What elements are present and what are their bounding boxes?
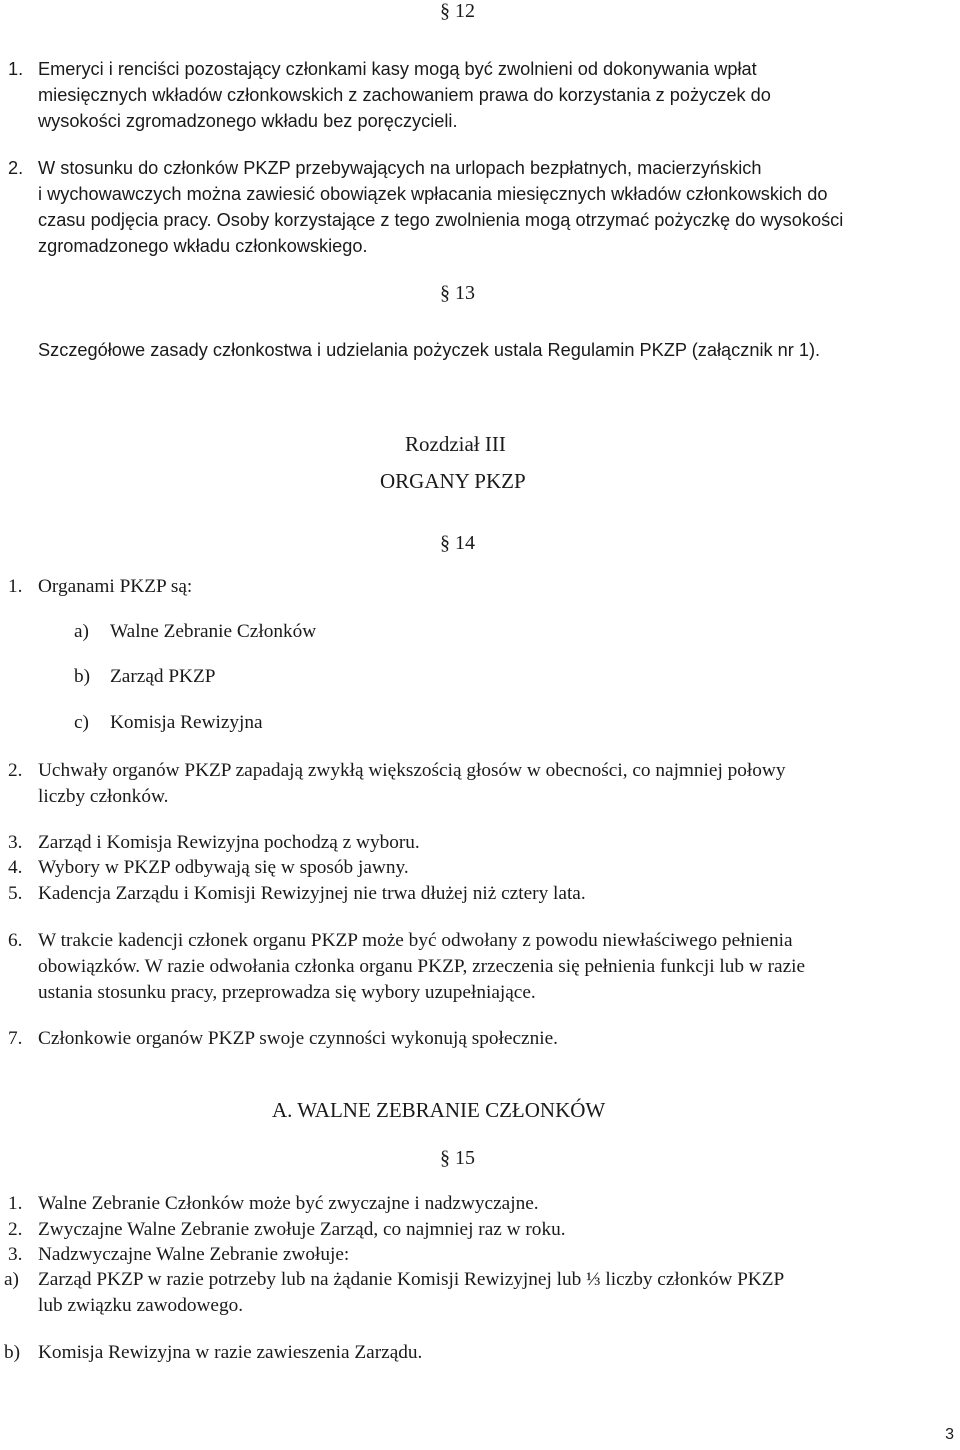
para14-item-4-text: Wybory w PKZP odbywają się w sposób jawny. <box>38 857 409 878</box>
para14-item-2-line-2: liczby członków. <box>38 786 169 807</box>
para12-item-1-line-1: Emeryci i renciści pozostający członkami kasy mogą być zwolnieni od dokonywania wpłat <box>38 59 757 79</box>
para12-item-2-number: 2. <box>8 158 24 178</box>
para14-list-b-mark: b) <box>74 666 91 687</box>
para12-item-2-line-2: i wychowawczych można zawiesić obowiązek wpłacania miesięcznych wkładów członkowskich do <box>38 184 828 204</box>
para13-text: Szczegółowe zasady członkostwa i udzielania pożyczek ustala Regulamin PKZP (załącznik nr 1). <box>38 340 821 360</box>
para14-item-7-number: 7. <box>8 1028 23 1049</box>
para14-item-3-number: 3. <box>8 832 23 853</box>
para15-item-3-text: Nadzwyczajne Walne Zebranie zwołuje: <box>38 1244 350 1265</box>
para15-item-1-number: 1. <box>8 1193 23 1214</box>
para14-list-a-text: Walne Zebranie Członków <box>110 621 317 642</box>
para14-list-b-text: Zarząd PKZP <box>110 666 216 687</box>
para14-item-1-number: 1. <box>8 576 23 597</box>
para14-item-5-text: Kadencja Zarządu i Komisji Rewizyjnej nie trwa dłużej niż cztery lata. <box>38 883 586 904</box>
para14-item-3-text: Zarząd i Komisja Rewizyjna pochodzą z wyboru. <box>38 832 420 853</box>
section-12-heading: § 12 <box>440 0 475 22</box>
para15-list-a-mark: a) <box>4 1269 19 1290</box>
para14-item-7-text: Członkowie organów PKZP swoje czynności wykonują społecznie. <box>38 1028 558 1049</box>
para14-item-6-line-2: obowiązków. W razie odwołania członka organu PKZP, zrzeczenia się pełnienia funkcji lub w razie <box>38 956 806 977</box>
para14-item-1-text: Organami PKZP są: <box>38 576 193 597</box>
para15-item-3-number: 3. <box>8 1244 23 1265</box>
para15-item-1-text: Walne Zebranie Członków może być zwyczajne i nadzwyczajne. <box>38 1193 539 1214</box>
para14-item-2-number: 2. <box>8 760 23 781</box>
para12-item-2-line-3: czasu podjęcia pracy. Osoby korzystające z tego zwolnienia mogą otrzymać pożyczkę do wysokości <box>38 210 844 230</box>
para14-item-2-line-1: Uchwały organów PKZP zapadają zwykłą większością głosów w obecności, co najmniej połowy <box>38 760 786 781</box>
para14-list-c-mark: c) <box>74 712 89 733</box>
para14-item-4-number: 4. <box>8 857 23 878</box>
para12-item-1-line-2: miesięcznych wkładów członkowskich z zachowaniem prawa do korzystania z pożyczek do <box>38 85 771 105</box>
section-14-heading: § 14 <box>440 532 475 554</box>
para15-list-b-text: Komisja Rewizyjna w razie zawieszenia Zarządu. <box>38 1342 423 1363</box>
para15-list-a-line-2: lub związku zawodowego. <box>38 1295 244 1316</box>
para12-item-2-line-4: zgromadzonego wkładu członkowskiego. <box>38 236 368 256</box>
para15-list-a-line-1: Zarząd PKZP w razie potrzeby lub na żądanie Komisji Rewizyjnej lub ⅓ liczby członków PKZP <box>38 1269 785 1290</box>
para14-item-6-number: 6. <box>8 930 23 951</box>
section-15-heading: § 15 <box>440 1147 475 1169</box>
para12-item-2-line-1: W stosunku do członków PKZP przebywających na urlopach bezpłatnych, macierzyńskich <box>38 158 762 178</box>
para15-item-2-text: Zwyczajne Walne Zebranie zwołuje Zarząd, co najmniej raz w roku. <box>38 1219 566 1240</box>
para14-item-6-line-1: W trakcie kadencji członek organu PKZP może być odwołany z powodu niewłaściwego pełnienia <box>38 930 793 951</box>
para12-item-1-number: 1. <box>8 59 24 79</box>
para15-list-b-mark: b) <box>4 1342 21 1363</box>
section-13-heading: § 13 <box>440 282 475 304</box>
para14-item-5-number: 5. <box>8 883 23 904</box>
section-a-title: A. WALNE ZEBRANIE CZŁONKÓW <box>272 1098 606 1122</box>
page-number: 3 <box>945 1426 954 1443</box>
para12-item-1-line-3: wysokości zgromadzonego wkładu bez poręczycieli. <box>38 111 458 131</box>
para14-list-a-mark: a) <box>74 621 89 642</box>
para14-item-6-line-3: ustania stosunku pracy, przeprowadza się wybory uzupełniające. <box>38 982 536 1003</box>
para15-item-2-number: 2. <box>8 1219 23 1240</box>
para14-list-c-text: Komisja Rewizyjna <box>110 712 263 733</box>
chapter-label: Rozdział III <box>405 432 506 456</box>
chapter-title: ORGANY PKZP <box>380 469 526 493</box>
